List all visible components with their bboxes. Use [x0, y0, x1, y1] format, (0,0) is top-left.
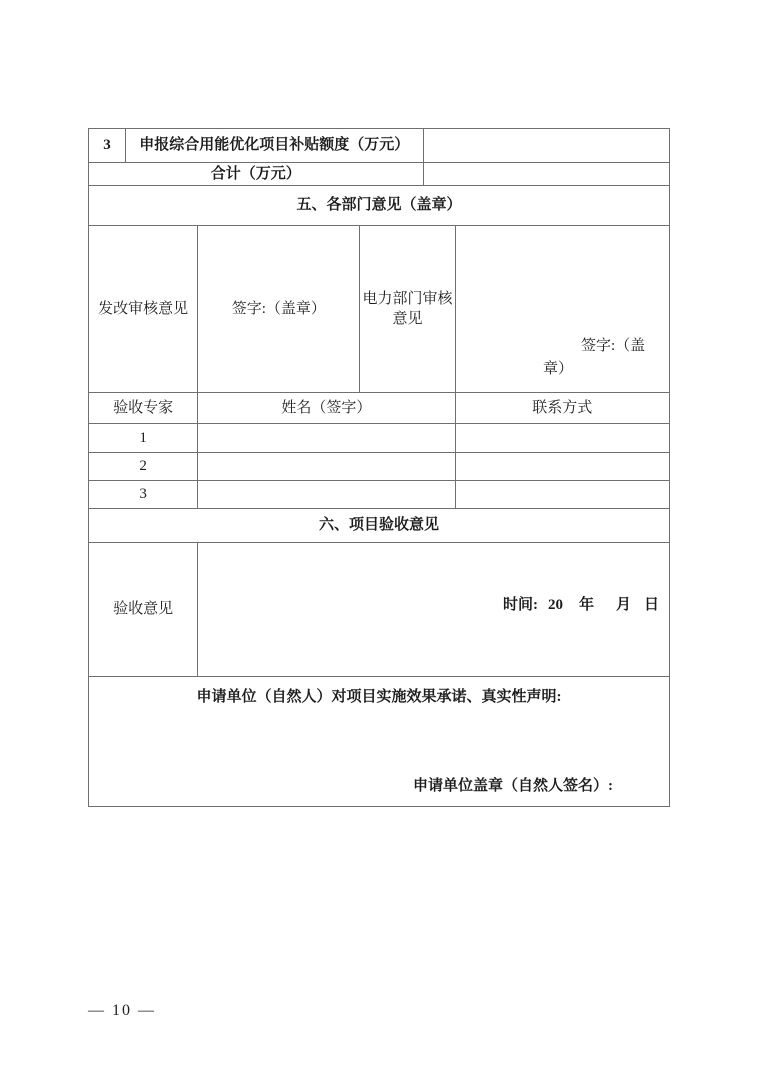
time-year-number: 20 — [547, 597, 563, 614]
time-year-char: 年 — [578, 597, 594, 614]
fagai-signature-cell: 签字:（盖章） — [198, 226, 360, 393]
time-label: 时间: — [502, 597, 538, 614]
expert-name-cell — [198, 424, 455, 453]
experts-header-contact: 联系方式 — [455, 393, 669, 424]
dianli-review-label-cell: 电力部门审核意见 — [360, 226, 455, 393]
expert-contact-cell — [455, 424, 669, 453]
expert-no-cell: 2 — [89, 453, 198, 481]
expert-name-cell — [198, 453, 455, 481]
application-form-table — [88, 128, 670, 807]
expert-contact-cell — [455, 481, 669, 509]
subsidy-label-cell: 申报综合用能优化项目补贴额度（万元） — [126, 129, 424, 163]
declaration-signature-line: 申请单位盖章（自然人签名）: — [413, 777, 613, 794]
acceptance-opinion-content-cell — [198, 543, 670, 677]
experts-header-name: 姓名（签字） — [198, 393, 455, 424]
total-value-cell — [423, 163, 669, 186]
subsidy-value-cell — [423, 129, 669, 163]
section5-title-row — [89, 186, 670, 226]
acceptance-opinion-row — [89, 543, 670, 677]
fagai-review-label-cell: 发改审核意见 — [89, 226, 198, 393]
dianli-signature-cell — [455, 226, 669, 393]
time-month-char: 月 — [615, 597, 631, 614]
expert-contact-cell — [455, 453, 669, 481]
section5-title: 五、各部门意见（盖章） — [89, 186, 670, 226]
total-label-cell: 合计（万元） — [89, 163, 424, 186]
expert-no-cell: 3 — [89, 481, 198, 509]
row-index-cell: 3 — [89, 129, 126, 163]
declaration-cell — [89, 677, 670, 807]
page-number: — 10 — — [88, 1002, 156, 1019]
expert-row-2 — [89, 453, 670, 481]
time-day-char: 日 — [643, 597, 659, 614]
expert-no-cell: 1 — [89, 424, 198, 453]
department-opinions-row — [89, 226, 670, 393]
declaration-title: 申请单位（自然人）对项目实施效果承诺、真实性声明: — [196, 689, 562, 706]
total-row — [89, 163, 670, 186]
subsidy-row — [89, 129, 670, 163]
acceptance-opinion-label-cell: 验收意见 — [89, 543, 198, 677]
section6-title: 六、项目验收意见 — [89, 509, 670, 543]
expert-name-cell — [198, 481, 455, 509]
time-line — [198, 595, 669, 623]
experts-header-row — [89, 393, 670, 424]
expert-row-1 — [89, 424, 670, 453]
experts-header-expert: 验收专家 — [89, 393, 198, 424]
dianli-signature-text: 签字:（盖章） — [543, 337, 646, 377]
declaration-row — [89, 677, 670, 807]
section6-title-row — [89, 509, 670, 543]
expert-row-3 — [89, 481, 670, 509]
